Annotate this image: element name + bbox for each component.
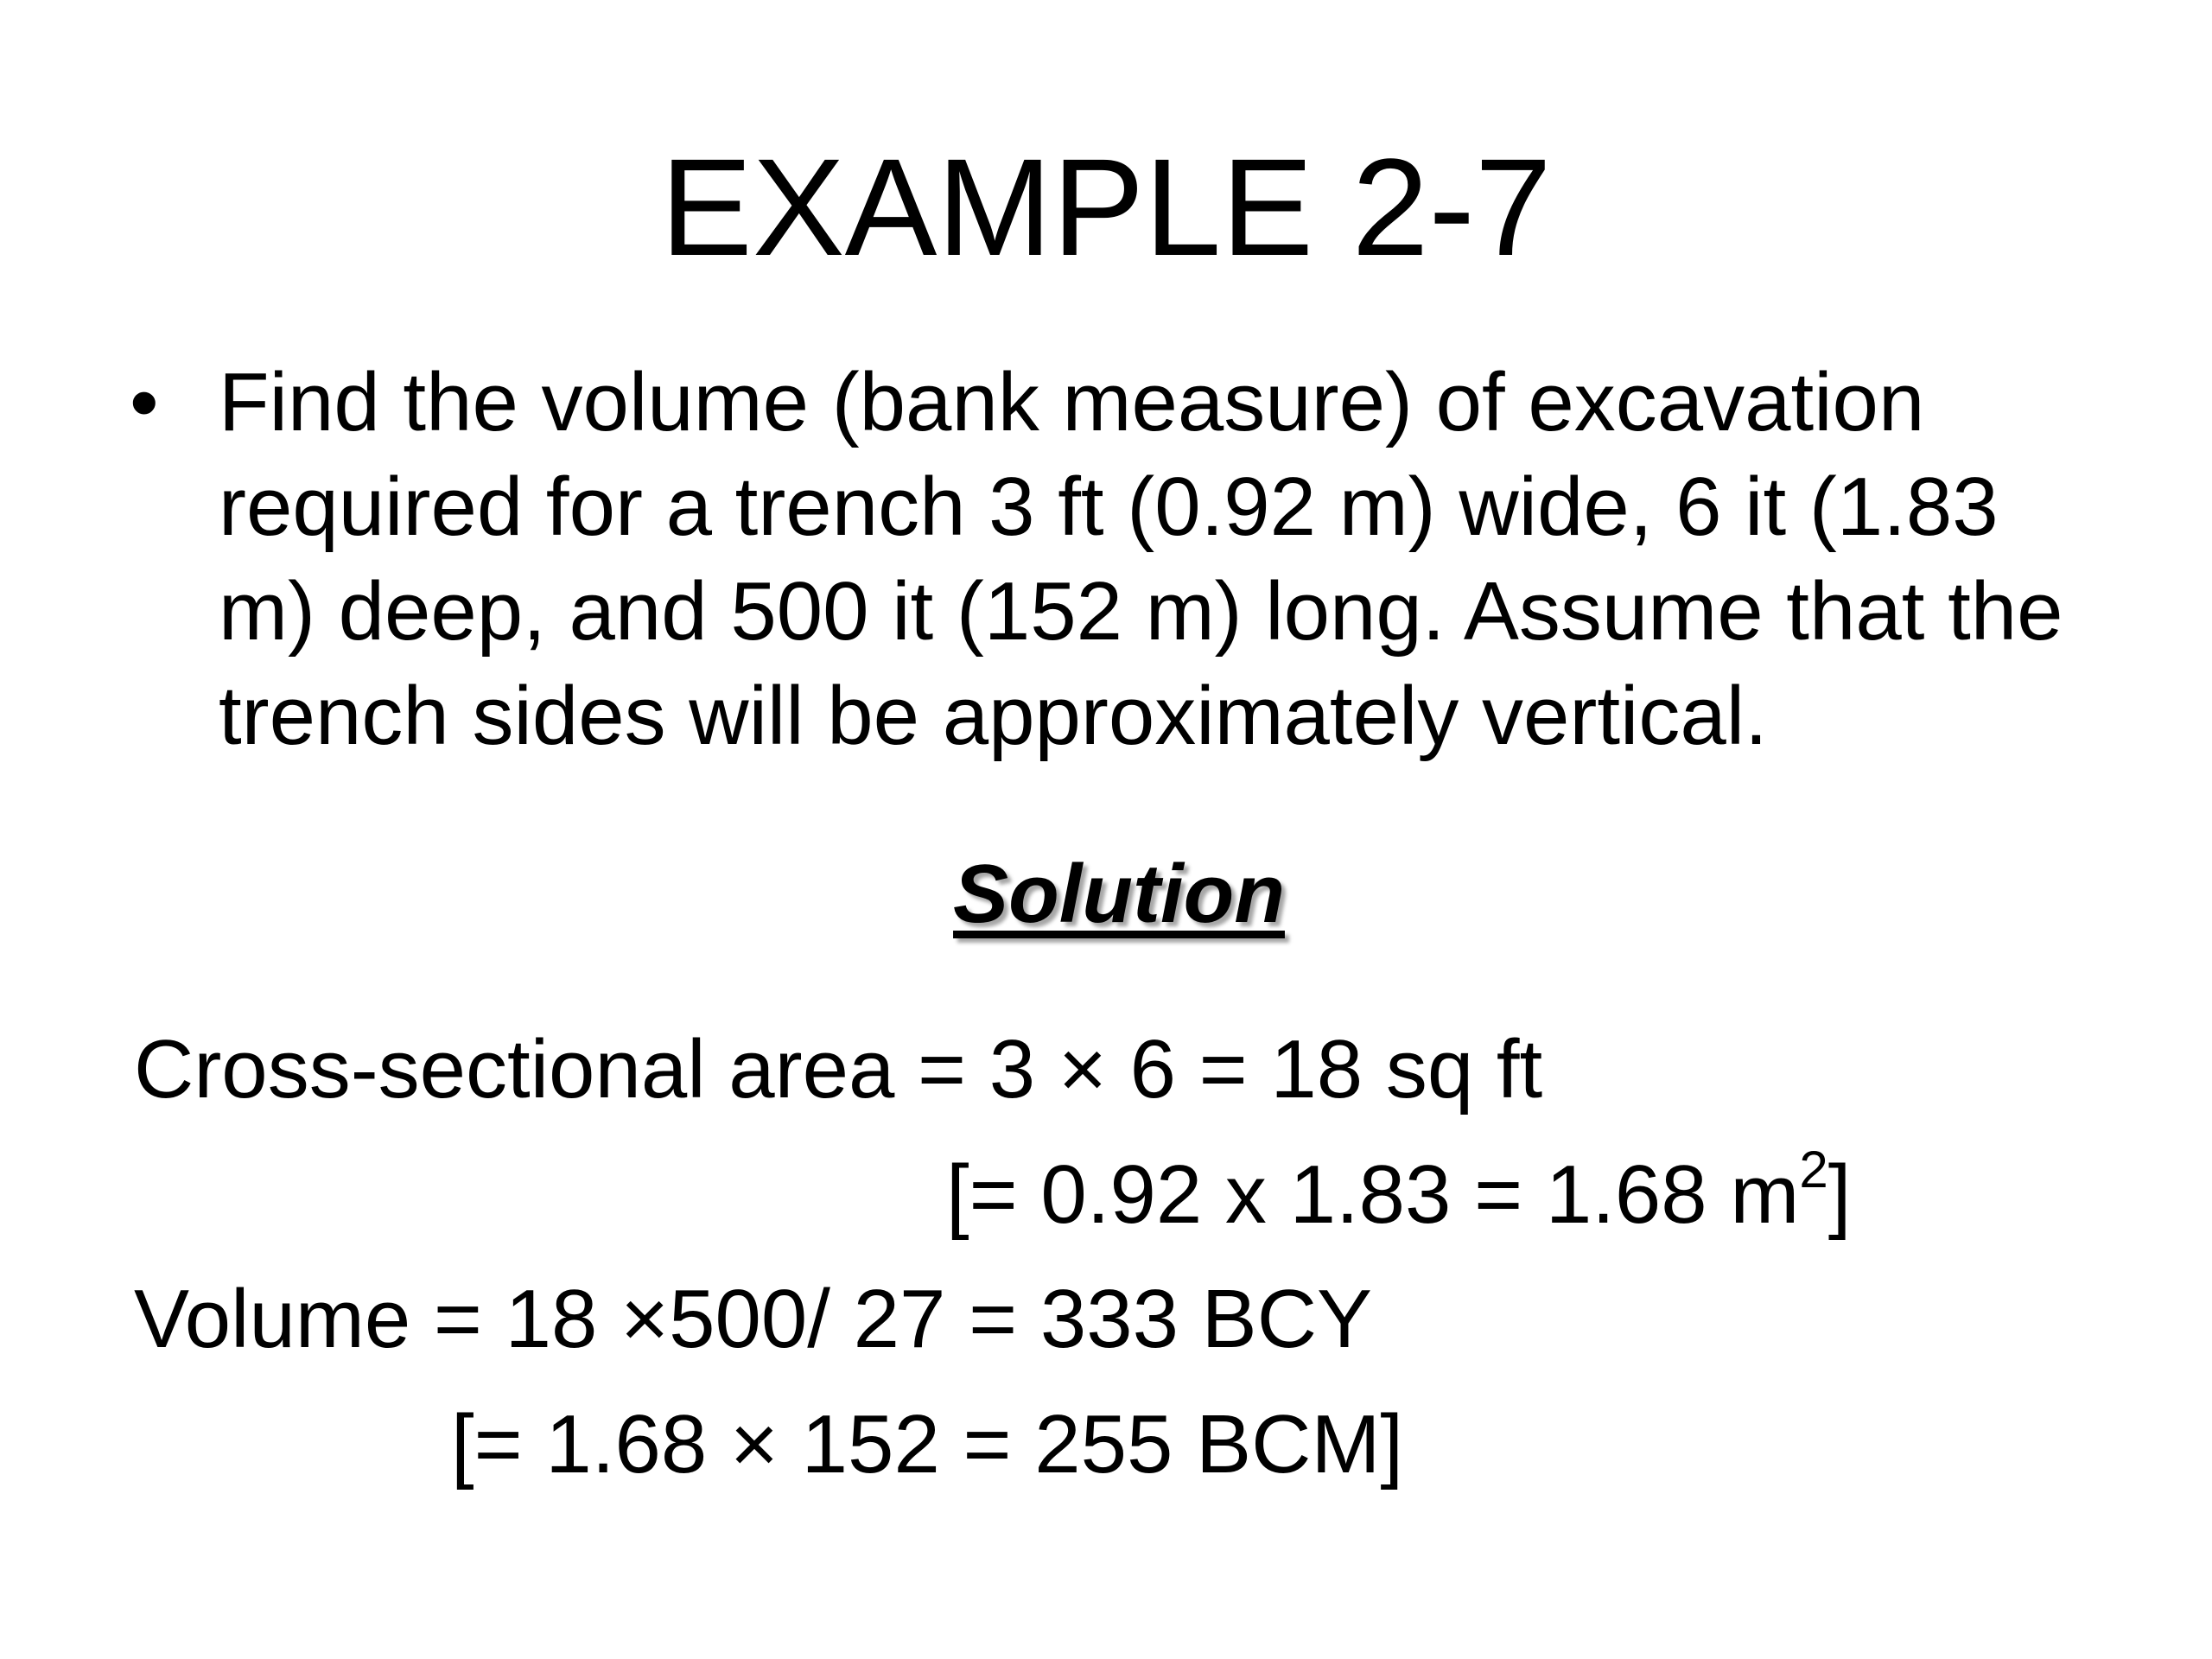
slide-title: EXAMPLE 2-7 xyxy=(660,130,1552,284)
volume-equation: Volume = 18 ×500/ 27 = 333 BCY xyxy=(134,1273,1373,1365)
bullet-marker: • xyxy=(130,356,159,448)
cross-section-equation: Cross-sectional area = 3 × 6 = 18 sq ft xyxy=(134,1023,1543,1116)
cross-section-metric-prefix: [= 0.92 x 1.83 = 1.68 m xyxy=(946,1148,1800,1241)
square-exponent: 2 xyxy=(1799,1141,1828,1198)
solution-heading: Solution xyxy=(953,848,1285,940)
problem-text: Find the volume (bank measure) of excavation required for a trench 3 ft (0.92 m) wide, 6 it (1.83 m) deep, and 500 it (152 m) long. Assume that the trench sides will be approximately vertical. xyxy=(219,356,2063,762)
cross-section-metric-equation xyxy=(946,1141,1852,1243)
cross-section-metric-suffix: ] xyxy=(1827,1148,1852,1241)
problem-statement xyxy=(130,350,2117,768)
volume-metric-equation: [= 1.68 × 152 = 255 BCM] xyxy=(451,1398,1404,1491)
